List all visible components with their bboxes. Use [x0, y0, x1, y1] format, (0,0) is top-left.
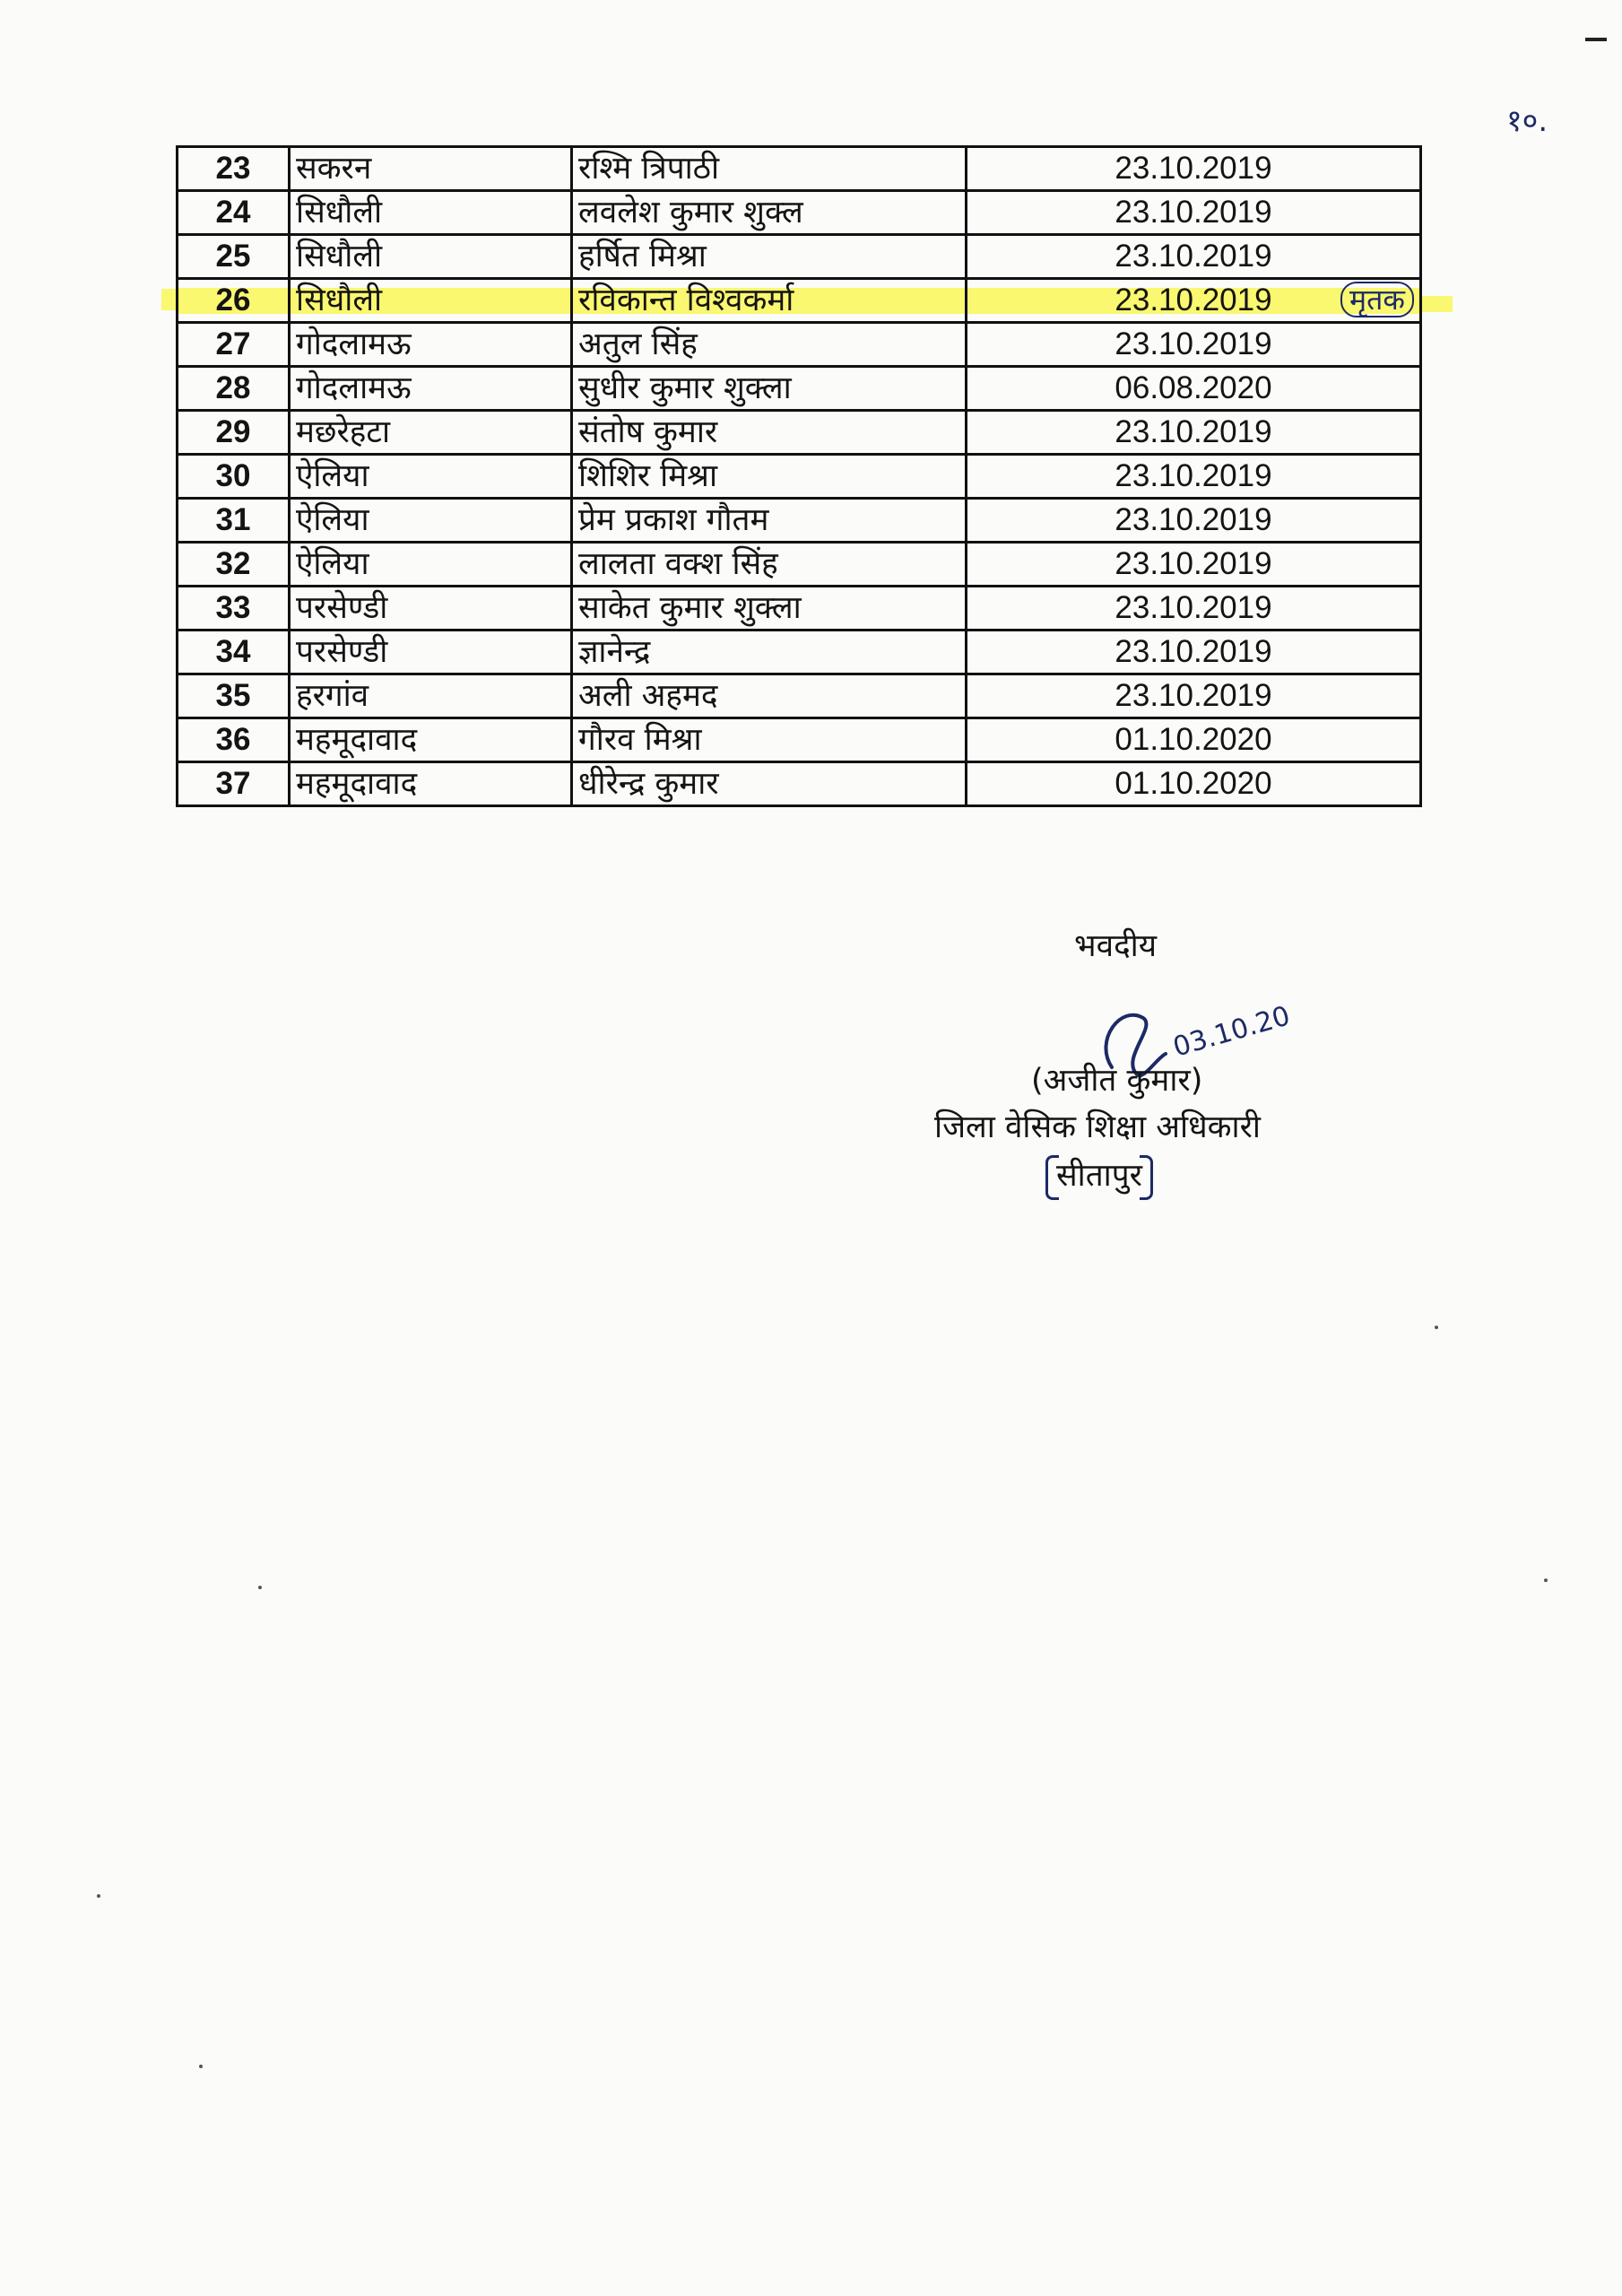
teacher-name-cell [572, 279, 967, 323]
serial-number-cell-text: 25 [215, 239, 251, 274]
table-row [178, 279, 1421, 323]
teacher-name-cell-text: रविकान्त विश्वकर्मा [578, 283, 794, 318]
serial-number-cell [178, 367, 290, 411]
date-cell-text: 23.10.2019 [1115, 239, 1272, 274]
serial-number-cell-text: 26 [215, 283, 251, 317]
date-cell-text: 23.10.2019 [1115, 502, 1272, 537]
date-cell [967, 147, 1421, 191]
serial-number-cell [178, 543, 290, 587]
date-cell [967, 367, 1421, 411]
valediction: भवदीय [1074, 928, 1158, 964]
date-cell [967, 674, 1421, 718]
block-cell [290, 279, 572, 323]
table-row [178, 191, 1421, 235]
date-cell-text: 23.10.2019 [1115, 195, 1272, 230]
serial-number-cell-text: 33 [215, 590, 251, 625]
teacher-name-cell [572, 455, 967, 499]
serial-number-cell [178, 411, 290, 455]
teacher-name-cell [572, 762, 967, 806]
block-cell [290, 499, 572, 543]
date-cell-text: 23.10.2019 [1115, 151, 1272, 186]
scan-speck [1435, 1326, 1438, 1329]
teacher-name-cell [572, 323, 967, 367]
block-cell [290, 718, 572, 762]
block-cell-text: परसेण्डी [296, 634, 388, 670]
table-row [178, 411, 1421, 455]
serial-number-cell [178, 191, 290, 235]
serial-number-cell-text: 30 [215, 458, 251, 493]
date-cell [967, 499, 1421, 543]
teacher-name-cell-text: प्रेम प्रकाश गौतम [578, 502, 769, 538]
teacher-name-cell [572, 674, 967, 718]
officer-name: (अजीत कुमार) [1031, 1063, 1203, 1099]
date-cell [967, 411, 1421, 455]
block-cell [290, 631, 572, 674]
teacher-name-cell [572, 718, 967, 762]
date-cell-text: 23.10.2019 [1115, 458, 1272, 493]
table-row [178, 323, 1421, 367]
serial-number-cell-text: 28 [215, 370, 251, 405]
block-cell-text: महमूदावाद [296, 722, 418, 758]
office-place: सीतापुर [1049, 1153, 1149, 1196]
table-row [178, 587, 1421, 631]
date-cell-text: 23.10.2019 [1115, 326, 1272, 361]
block-cell [290, 411, 572, 455]
highlight-mark-right [1422, 296, 1453, 312]
block-cell [290, 147, 572, 191]
serial-number-cell [178, 762, 290, 806]
date-cell [967, 191, 1421, 235]
date-cell-text: 23.10.2019 [1115, 678, 1272, 713]
table-row [178, 147, 1421, 191]
serial-number-cell [178, 323, 290, 367]
handwritten-remark: मृतक [1340, 282, 1414, 317]
date-cell-text: 01.10.2020 [1115, 766, 1272, 801]
serial-number-cell [178, 455, 290, 499]
block-cell [290, 323, 572, 367]
serial-number-cell-text: 32 [215, 546, 251, 581]
serial-number-cell [178, 499, 290, 543]
block-cell-text: सिधौली [296, 239, 383, 274]
scan-speck [97, 1894, 100, 1898]
teacher-name-cell [572, 543, 967, 587]
block-cell [290, 762, 572, 806]
block-cell-text: सिधौली [296, 283, 383, 318]
block-cell-text: ऐलिया [296, 458, 369, 494]
roster-table [176, 145, 1422, 807]
teacher-name-cell-text: लवलेश कुमार शुक्ल [578, 195, 803, 230]
serial-number-cell-text: 23 [215, 151, 251, 186]
scan-speck [1544, 1578, 1548, 1582]
date-cell [967, 235, 1421, 279]
block-cell-text: सिधौली [296, 195, 383, 230]
officer-designation: जिला वेसिक शिक्षा अधिकारी [934, 1109, 1261, 1145]
date-cell-text: 23.10.2019 [1115, 414, 1272, 449]
block-cell-text: सकरन [296, 151, 372, 187]
block-cell-text: ऐलिया [296, 502, 369, 538]
teacher-name-cell-text: सुधीर कुमार शुक्ला [578, 370, 792, 406]
page-number: १०. [1506, 103, 1548, 139]
date-cell-text: 06.08.2020 [1115, 370, 1272, 405]
block-cell-text: मछरेहटा [296, 414, 391, 450]
table-row [178, 455, 1421, 499]
serial-number-cell [178, 674, 290, 718]
table-row [178, 543, 1421, 587]
date-cell-text: 23.10.2019 [1115, 634, 1272, 669]
block-cell [290, 235, 572, 279]
teacher-name-cell [572, 235, 967, 279]
handwritten-date: 03.10.20 [1169, 1000, 1294, 1064]
table-row [178, 235, 1421, 279]
teacher-name-cell-text: धीरेन्द्र कुमार [578, 766, 719, 802]
teacher-name-cell [572, 411, 967, 455]
block-cell-text: गोदलामऊ [296, 370, 412, 406]
block-cell-text: ऐलिया [296, 546, 369, 582]
block-cell-text: गोदलामऊ [296, 326, 412, 362]
block-cell [290, 674, 572, 718]
teacher-name-cell [572, 631, 967, 674]
teacher-name-cell [572, 367, 967, 411]
date-cell [967, 718, 1421, 762]
serial-number-cell-text: 34 [215, 634, 251, 669]
date-cell [967, 543, 1421, 587]
teacher-name-cell-text: ज्ञानेन्द्र [578, 634, 651, 670]
block-cell [290, 191, 572, 235]
date-cell [967, 587, 1421, 631]
serial-number-cell-text: 35 [215, 678, 251, 713]
table-row [178, 367, 1421, 411]
teacher-name-cell-text: रश्मि त्रिपाठी [578, 151, 720, 187]
teacher-name-cell-text: लालता वक्श सिंह [578, 546, 778, 582]
date-cell-text: 23.10.2019 [1115, 546, 1272, 581]
serial-number-cell-text: 27 [215, 326, 251, 361]
date-cell-text: 23.10.2019 [1115, 283, 1272, 317]
serial-number-cell [178, 279, 290, 323]
signature-block [924, 924, 1372, 1229]
block-cell [290, 367, 572, 411]
serial-number-cell-text: 24 [215, 195, 251, 230]
serial-number-cell-text: 37 [215, 766, 251, 801]
date-cell [967, 631, 1421, 674]
table-row [178, 762, 1421, 806]
teacher-name-cell [572, 499, 967, 543]
serial-number-cell [178, 718, 290, 762]
date-cell-text: 01.10.2020 [1115, 722, 1272, 757]
scan-speck [199, 2065, 203, 2068]
date-cell [967, 279, 1421, 323]
teacher-name-cell-text: अली अहमद [578, 678, 718, 714]
block-cell-text: हरगांव [296, 678, 369, 714]
serial-number-cell [178, 147, 290, 191]
serial-number-cell [178, 631, 290, 674]
teacher-name-cell-text: संतोष कुमार [578, 414, 718, 450]
table-row [178, 499, 1421, 543]
serial-number-cell-text: 31 [215, 502, 251, 537]
date-cell [967, 762, 1421, 806]
teacher-name-cell-text: शिशिर मिश्रा [578, 458, 718, 494]
date-cell [967, 455, 1421, 499]
date-cell-text: 23.10.2019 [1115, 590, 1272, 625]
block-cell-text: परसेण्डी [296, 590, 388, 626]
block-cell-text: महमूदावाद [296, 766, 418, 802]
block-cell [290, 587, 572, 631]
block-cell [290, 455, 572, 499]
roster-body [178, 147, 1421, 806]
teacher-name-cell-text: हर्षित मिश्रा [578, 239, 707, 274]
corner-mark [1585, 38, 1607, 41]
scan-speck [258, 1586, 262, 1589]
teacher-name-cell-text: साकेत कुमार शुक्ला [578, 590, 802, 626]
teacher-name-cell [572, 191, 967, 235]
block-cell [290, 543, 572, 587]
table-row [178, 718, 1421, 762]
serial-number-cell [178, 587, 290, 631]
serial-number-cell-text: 29 [215, 414, 251, 449]
date-cell [967, 323, 1421, 367]
teacher-name-cell-text: गौरव मिश्रा [578, 722, 702, 758]
teacher-name-cell [572, 587, 967, 631]
teacher-name-cell-text: अतुल सिंह [578, 326, 698, 362]
teacher-name-cell [572, 147, 967, 191]
table-row [178, 674, 1421, 718]
serial-number-cell-text: 36 [215, 722, 251, 757]
serial-number-cell [178, 235, 290, 279]
table-row [178, 631, 1421, 674]
